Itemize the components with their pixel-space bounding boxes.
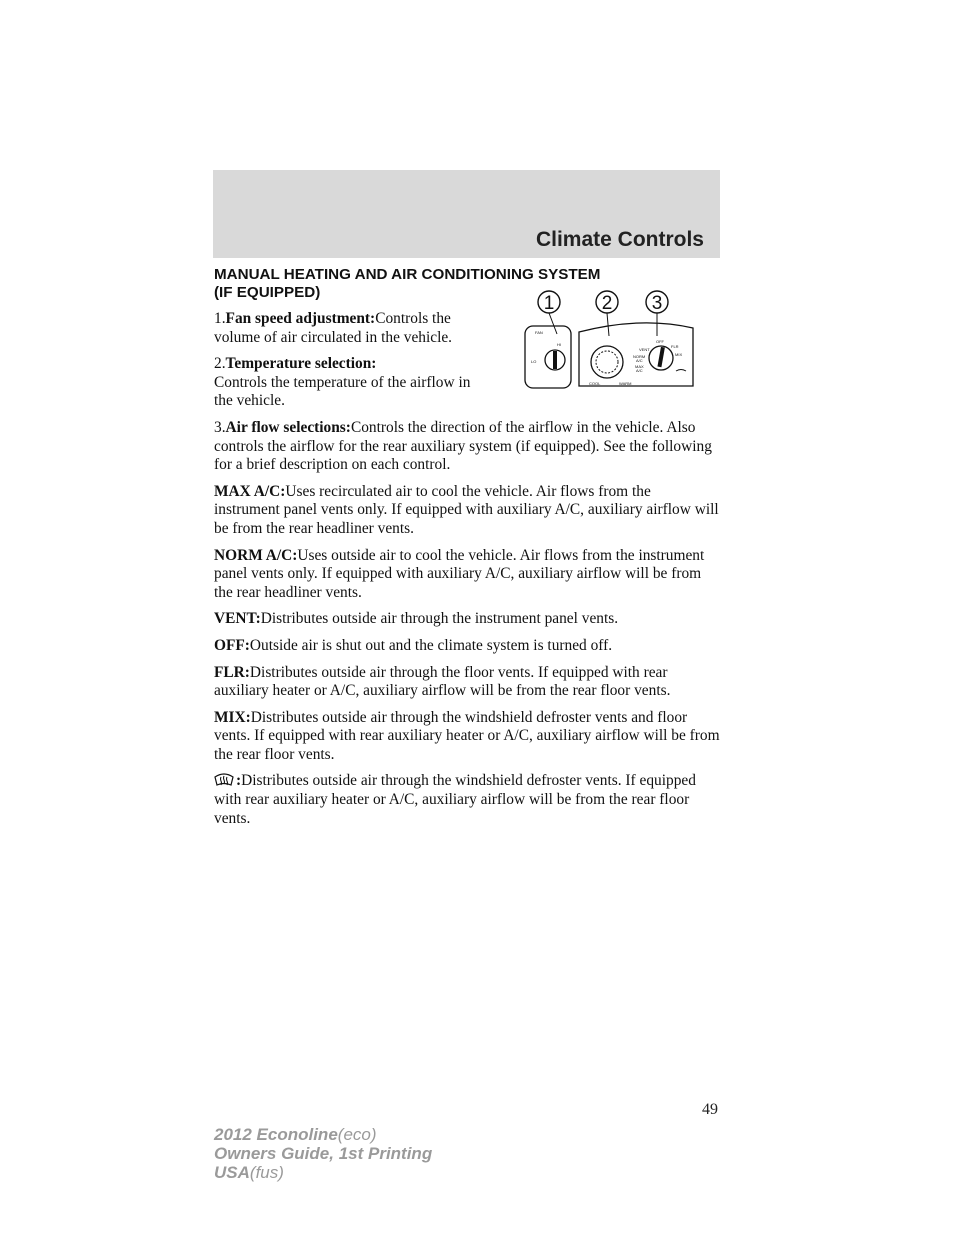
mode-norm-ac: NORM A/C:Uses outside air to cool the vehicle. Air flows from the instrument panel vents only. If equipped with auxiliary A/C, auxiliary airflow will be from the rear headliner vents. [214, 546, 705, 601]
windshield-defrost-icon [214, 772, 234, 788]
item-temperature: 2.Temperature selection: Controls the temperature of the airflow in the vehicle. [214, 355, 471, 410]
callout-1: 1 [543, 293, 555, 314]
item-fan-speed: 1.Fan speed adjustment:Controls the volume of air circulated in the vehicle. [214, 310, 453, 346]
svg-text:MAX: MAX [635, 364, 644, 369]
mode-max-ac: MAX A/C:Uses recirculated air to cool the vehicle. Air flows from the instrument panel vents only. If equipped with auxiliary A/C, auxiliary airflow will be from the rear headliner vents. [214, 482, 719, 537]
svg-text:MIX: MIX [675, 352, 683, 357]
document-footer: 2012 Econoline(eco) Owners Guide, 1st Printing USA(fus) [214, 1125, 433, 1182]
mode-vent: VENT:Distributes outside air through the instrument panel vents. [214, 610, 619, 628]
item-airflow: 3.Air flow selections:Controls the direction of the airflow in the vehicle. Also controls the airflow for the rear auxiliary system (if equipped). See the following for a brief description on each control. [214, 418, 712, 474]
page-number: 49 [702, 1101, 718, 1118]
svg-text:LO: LO [531, 359, 537, 364]
svg-text:COOL: COOL [589, 381, 601, 386]
mode-off: OFF:Outside air is shut out and the climate system is turned off. [214, 636, 613, 654]
svg-text:A/C: A/C [636, 358, 643, 363]
svg-text:A/C: A/C [636, 368, 643, 373]
svg-text:VENT: VENT [639, 347, 650, 352]
svg-text:FAN: FAN [535, 330, 543, 335]
section-header-band [213, 170, 720, 258]
callout-2: 2 [601, 293, 613, 314]
svg-text:OFF: OFF [656, 339, 664, 344]
callout-3: 3 [651, 293, 663, 314]
mode-defrost: :Distributes outside air through the windshield defroster vents. If equipped with rear auxiliary heater or A/C, auxiliary airflow will be from the rear floor vents. [214, 772, 696, 827]
svg-text:HI: HI [557, 342, 561, 347]
section-title: Climate Controls [535, 228, 704, 251]
svg-text:FLR: FLR [671, 344, 679, 349]
svg-text:NORM: NORM [633, 354, 646, 359]
mode-mix: MIX:Distributes outside air through the windshield defroster vents and floor vents. If equipped with rear auxiliary heater or A/C, auxiliary airflow will be from the rear floor vents. [214, 708, 720, 763]
page-content [214, 266, 720, 836]
mode-flr: FLR:Distributes outside air through the floor vents. If equipped with rear auxiliary heater or A/C, auxiliary airflow will be from the rear floor vents. [214, 663, 671, 700]
section-heading: MANUAL HEATING AND AIR CONDITIONING SYSTEM (IF EQUIPPED) [214, 266, 601, 301]
svg-text:WARM: WARM [619, 381, 632, 386]
